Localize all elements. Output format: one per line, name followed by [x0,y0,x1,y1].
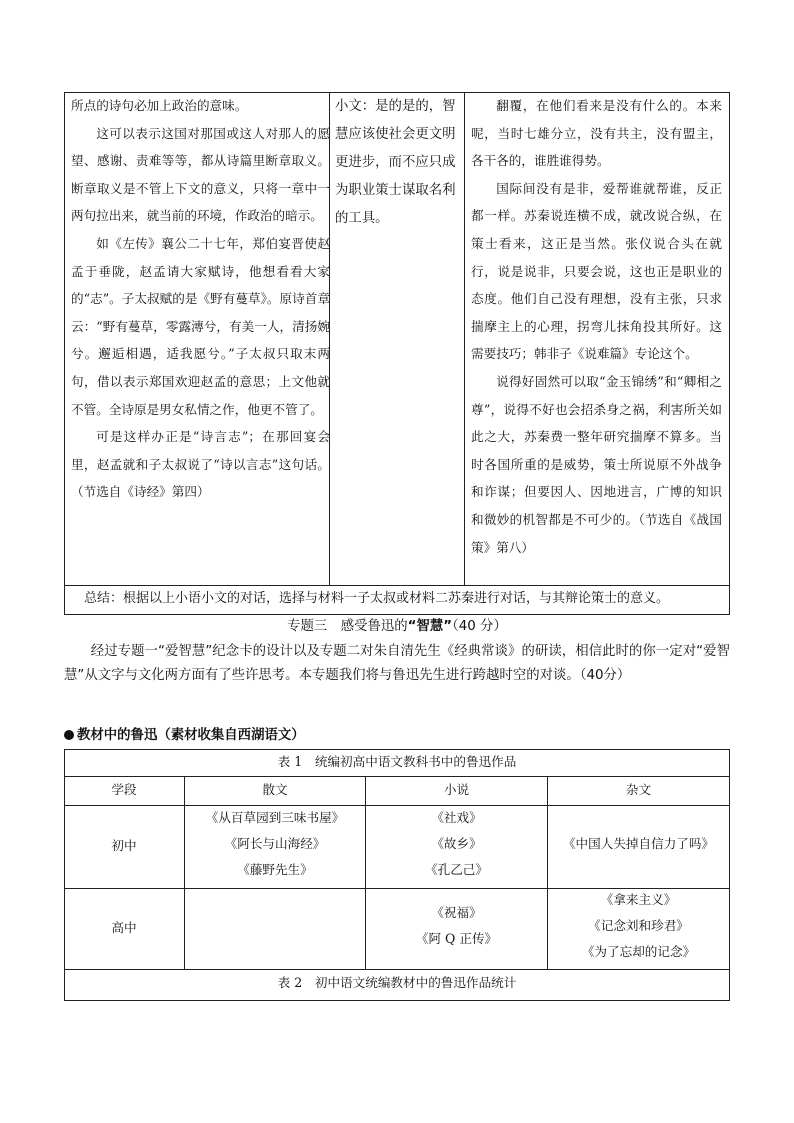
bullet-dot-icon [64,730,74,740]
junior-novels [366,805,547,883]
work-title: 《中国人失掉自信力了吗》 [562,836,715,851]
stage-text: 高中 [111,920,137,935]
work-title: 《孔乙己》 [425,862,488,877]
header-stage [64,777,184,803]
work-title: 《阿长与山海经》 [224,836,326,851]
header-text: 小说 [443,782,470,797]
xiaowen-dialogue-column [335,93,462,233]
section-title-highlight: “智慧” [407,619,453,634]
material-one-column [71,92,330,506]
junior-zawen [548,831,729,857]
header-essay [185,777,365,803]
material-two-paragraph: 国际间没有是非，爱帮谁就帮谁，反正都一样。苏秦说连横不成，就改说合纵，在策士看来，这正是当然。张仪说合头在就行，说是说非，只要会说，这也正是职业的态度。他们自己没有理想，没有主张，只求揣摩主上的心理，拐弯儿抹角投其所好。这需要技巧；韩非子《说难篇》专论这个。 [471,180,722,362]
works-table-caption [64,749,730,775]
header-text: 杂文 [625,782,652,797]
material-two-column [471,92,722,561]
senior-zawen [548,887,729,965]
stage-senior [64,915,184,941]
header-zawen [548,777,729,803]
work-title: 《社戏》 [431,810,482,825]
work-title: 《祝福》 [431,905,482,920]
work-title: 《从百草园到三味书屋》 [205,810,345,825]
material-one-paragraph: 可是这样办正是“诗言志”；在那回宴会里，赵孟就和子太叔说了“诗以言志”这句话。（节选自《诗经》第四） [71,429,330,500]
section-title [0,617,794,637]
header-text: 学段 [111,782,137,797]
work-title: 《记念刘和珍君》 [588,918,689,933]
stage-junior [64,833,184,859]
material-table [64,92,730,615]
material-one-paragraph: 这可以表示这国对那国或这人对那人的愿望、感谢、责难等等，都从诗篇里断章取义。断章取义是不管上下文的意义，只将一章中一两句拉出来，就当前的环境，作政治的暗示。 [71,125,330,224]
column-divider-2 [464,92,465,585]
material-two-paragraph: 说得好固然可以取“金玉锦绣”和“卿相之尊”，说得不好也会招杀身之祸，利害所关如此之大，苏秦费一整年研究揣摩不算多。当时各国所重的是威势，策士所说原不外战争和诈谋；但要因人、因地进言，广博的知识和微妙的机智都是不可少的。（节选自《战国策》第八） [471,373,722,555]
bullet-heading [64,726,305,746]
header-novel [366,777,547,803]
junior-essays [185,805,365,883]
work-title: 《故乡》 [431,836,482,851]
summary-divider [64,585,730,586]
summary-task: 总结：根据以上小语小文的对话，选择与材料一子太叔或材料二苏秦进行对话，与其辩论策士的意义。 [84,591,670,606]
bullet-heading-text: 教材中的鲁迅（素材收集自西湖语文） [77,728,305,743]
luxun-works-table [64,749,730,1001]
section-title-prefix: 专题三 感受鲁迅的 [287,619,408,634]
stage-text: 初中 [111,838,137,853]
work-title: 《拿来主义》 [600,892,677,907]
work-title: 《为了忘却的记念》 [581,944,696,959]
section-intro: 经过专题一“爱智慧”纪念卡的设计以及专题二对朱自清先生《经典常谈》的研读，相信此时的你一定对“爱智慧”从文字与文化两方面有了些许思考。本专题我们将与鲁迅先生进行跨越时空的对谈。（40分） [64,644,730,683]
caption-text: 表 1 统编初高中语文教科书中的鲁迅作品 [277,754,517,769]
work-title: 《阿 Q 正传》 [415,931,498,946]
senior-novels [366,900,547,952]
xiaowen-dialogue-text: 小文：是的是的，智慧应该使社会更文明更进步，而不应只成为职业策士谋取名利的工具。 [335,99,456,226]
work-title: 《藤野先生》 [237,862,313,877]
material-one-paragraph: 如《左传》襄公二十七年，郑伯宴晋使赵孟于垂陇，赵孟请大家赋诗，他想看看大家的“志”。子太叔赋的是《野有蔓草》。原诗首章云：“野有蔓草，零露漙兮，有美一人，清扬婉兮。邂逅相遇，适我愿兮。”子太叔只取末两句，借以表示郑国欢迎赵孟的意思；上文他就不管。全诗原是男女私情之作，他更不管了。 [71,235,330,417]
header-text: 散文 [262,782,288,797]
material-two-paragraph: 翻覆，在他们看来是没有什么的。本来呢，当时七雄分立，没有共主，没有盟主，各干各的，谁胜谁得势。 [471,98,722,169]
works-table-footer [64,970,730,996]
section-title-score: （40 分） [452,619,507,634]
material-one-paragraph: 所点的诗句必加上政治的意味。 [71,98,248,113]
footer-text: 表 2 初中语文统编教材中的鲁迅作品统计 [277,975,517,990]
